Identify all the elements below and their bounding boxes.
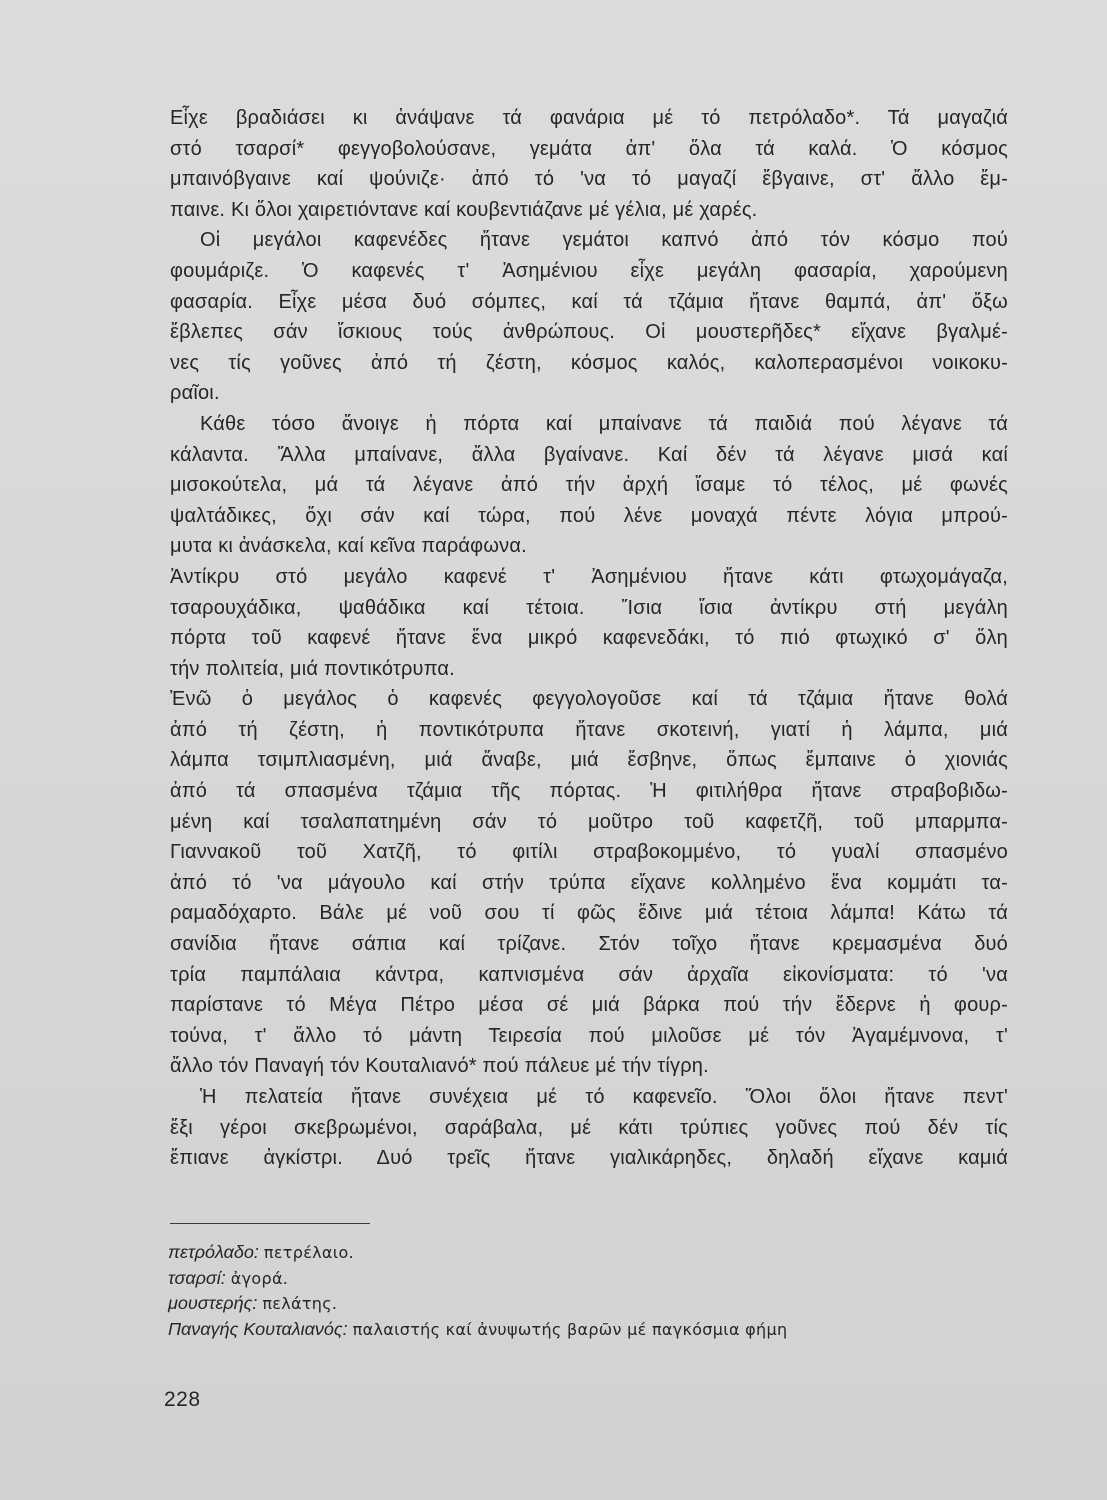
text-line: ραμαδόχαρτο. Βάλε μέ νοῦ σου τί φῶς ἔδινε μιά τέτοια λάμπα! Κάτω τά [170,902,1008,925]
text-line: λάμπα τσιμπλιασμένη, μιά ἄναβε, μιά ἔσβηνε, ὅπως ἔμπαινε ὁ χιονιάς [170,749,1008,772]
text-line: ἔβλεπες σάν ἴσκιους τούς ἀνθρώπους. Οἱ μουστερῆδες* εἴχανε βγαλμέ- [170,321,1008,344]
text-line: νες τίς γοῦνες ἀπό τή ζέστη, κόσμος καλός, καλοπερασμένοι νοικοκυ- [170,351,1008,374]
footnote [168,1317,1008,1343]
text-line: Κάθε τόσο ἄνοιγε ἡ πόρτα καί μπαίνανε τά παιδιά πού λέγανε τά [200,412,1008,435]
page-number: 228 [164,1388,201,1411]
text-line: πόρτα τοῦ καφενέ ἤτανε ἕνα μικρό καφενεδάκι, τό πιό φτωχικό σ' ὅλη [170,627,1008,650]
footnote-definition: πετρέλαιο. [263,1243,354,1262]
text-line: τήν πολιτεία, μιά ποντικότρυπα. [170,657,455,680]
main-text [170,103,1008,1174]
text-line: ἀπό τή ζέστη, ἡ ποντικότρυπα ἤτανε σκοτεινή, γιατί ἡ λάμπα, μιά [170,718,1008,741]
text-line: Γιαννακοῦ τοῦ Χατζῆ, τό φιτίλι στραβοκομμένο, τό γυαλί σπασμένο [170,841,1008,864]
footnote [168,1266,1008,1292]
text-line: σανίδια ἤτανε σάπια καί τρίζανε. Στόν τοῖχο ἤτανε κρεμασμένα δυό [170,933,1008,956]
text-line: κάλαντα. Ἄλλα μπαίνανε, ἄλλα βγαίνανε. Καί δέν τά λέγανε μισά καί [170,443,1008,466]
footnote-definition: ἀγορά. [230,1268,289,1288]
paragraph-3 [170,409,1008,562]
text-line: ἔπιανε ἀγκίστρι. Δυό τρεῖς ἤτανε γιαλικάρηδες, δηλαδή εἴχανε καμιά [170,1147,1008,1170]
text-line: μπαινόβγαινε καί ψούνιζε· ἀπό τό 'να τό μαγαζί ἔβγαινε, στ' ἄλλο ἔμ- [170,168,1008,191]
text-line: Ἐνῶ ὁ μεγάλος ὁ καφενές φεγγολογοῦσε καί τά τζάμια ἤτανε θολά [170,688,1008,711]
paragraph-6 [170,1082,1008,1174]
footnote [168,1240,1008,1266]
footnote-term: μουστερής: [168,1293,258,1313]
paragraph-2 [170,225,1008,409]
text-line: παρίστανε τό Μέγα Πέτρο μέσα σέ μιά βάρκα πού τήν ἔδερνε ἡ φουρ- [170,994,1008,1017]
text-line: στό τσαρσί* φεγγοβολούσανε, γεμάτα ἀπ' ὅλα τά καλά. Ὁ κόσμος [170,137,1008,160]
text-line: τούνα, τ' ἄλλο τό μάντη Τειρεσία πού μιλοῦσε μέ τόν Ἀγαμέμνονα, τ' [170,1024,1008,1047]
footnote [168,1291,1008,1317]
text-line: τσαρουχάδικα, ψαθάδικα καί τέτοια. Ἴσια ἴσια ἀντίκρυ στή μεγάλη [170,596,1008,619]
footnote-definition: παλαιστής καί ἀνυψωτής βαρῶν μέ παγκόσμια φήμη [352,1319,788,1339]
text-line: Ἡ πελατεία ἤτανε συνέχεια μέ τό καφενεῖο. Ὅλοι ὅλοι ἤτανε πεντ' [200,1086,1008,1108]
paragraph-4 [170,562,1008,684]
paragraph-1 [170,103,1008,225]
text-line: Ἀντίκρυ στό μεγάλο καφενέ τ' Ἀσημένιου ἤτανε κάτι φτωχομάγαζα, [170,565,1008,588]
text-line: τρία παμπάλαια κάντρα, καπνισμένα σάν ἀρχαῖα εἰκονίσματα: τό 'να [170,963,1008,986]
footnote-definition: πελάτης. [262,1294,338,1313]
footnote-divider [170,1223,370,1224]
text-line: Οἱ μεγάλοι καφενέδες ἤτανε γεμάτοι καπνό ἀπό τόν κόσμο πού [200,229,1008,252]
text-line: φουμάριζε. Ὁ καφενές τ' Ἀσημένιου εἶχε μεγάλη φασαρία, χαρούμενη [170,259,1008,282]
paragraph-5 [170,684,1008,1082]
text-line: φασαρία. Εἶχε μέσα δυό σόμπες, καί τά τζάμια ἤτανε θαμπά, ἀπ' ὄξω [170,290,1008,313]
footnote-term: Παναγής Κουταλιανός: [168,1318,348,1339]
text-line: ἀπό τό 'να μάγουλο καί στήν τρύπα εἴχανε κολλημένο ἕνα κομμάτι τα- [170,871,1008,894]
text-line: ραῖοι. [170,382,220,405]
footnote-term: πετρόλαδο: [168,1242,259,1262]
text-line: ἄλλο τόν Παναγή τόν Κουταλιανό* πού πάλευε μέ τήν τίγρη. [170,1055,709,1078]
text-line: μισοκούτελα, μά τά λέγανε ἀπό τήν ἀρχή ἴσαμε τό τέλος, μέ φωνές [170,474,1008,497]
text-line: ψαλτάδικες, ὄχι σάν καί τώρα, πού λένε μοναχά πέντε λόγια μπρού- [170,504,1008,527]
footnote-term: τσαρσί: [168,1267,226,1288]
text-line: μυτα κι ἀνάσκελα, καί κεῖνα παράφωνα. [170,535,527,558]
text-line: ἔξι γέροι σκεβρωμένοι, σαράβαλα, μέ κάτι τρύπιες γοῦνες πού δέν τίς [170,1116,1008,1139]
text-line: παινε. Κι ὅλοι χαιρετιόντανε καί κουβεντιάζανε μέ γέλια, μέ χαρές. [170,198,758,221]
text-line: ἀπό τά σπασμένα τζάμια τῆς πόρτας. Ἡ φιτιλήθρα ἤτανε στραβοβιδω- [170,780,1008,803]
text-line: μένη καί τσαλαπατημένη σάν τό μοῦτρο τοῦ καφετζῆ, τοῦ μπαρμπα- [170,810,1008,833]
text-line: Εἶχε βραδιάσει κι ἀνάψανε τά φανάρια μέ τό πετρόλαδο*. Τά μαγαζιά [170,107,1008,129]
footnotes [168,1240,1008,1342]
